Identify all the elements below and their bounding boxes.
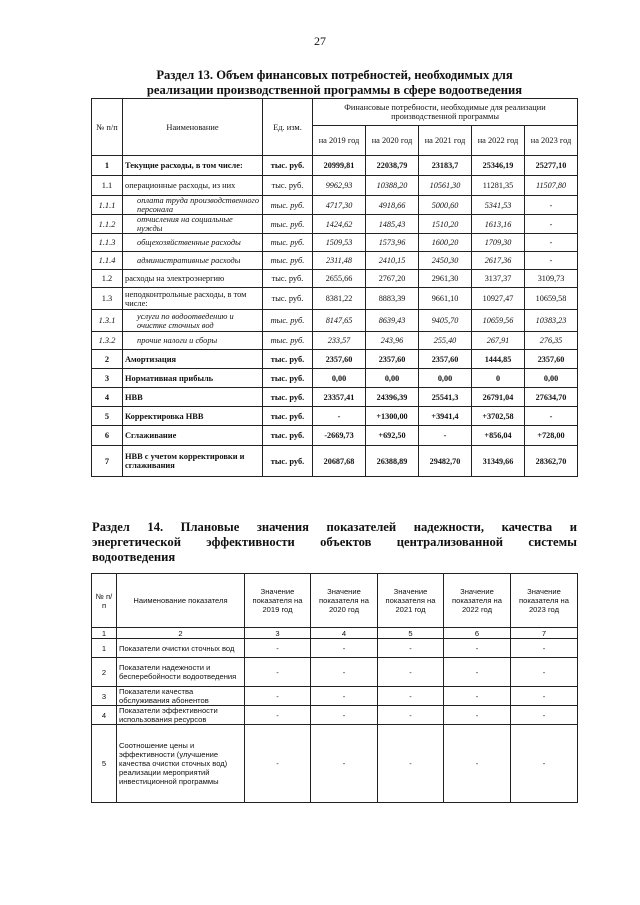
row-value: 25541,3 (419, 388, 472, 407)
row-value: 25346,19 (472, 156, 525, 176)
row-value: 3137,37 (472, 270, 525, 288)
table-row (92, 687, 578, 706)
indicator-value: - (311, 687, 378, 706)
row-value: 4717,30 (313, 196, 366, 215)
indicator-name: Показатели очистки сточных вод (117, 639, 245, 658)
row-value: 10659,56 (472, 310, 525, 332)
row-value: 2311,48 (313, 252, 366, 270)
row-name: Корректировка НВВ (123, 407, 263, 426)
row-number: 7 (92, 446, 123, 477)
row-number: 1 (92, 156, 123, 176)
row-number: 4 (92, 706, 117, 725)
row-value: 5341,53 (472, 196, 525, 215)
row-value: 0,00 (525, 369, 578, 388)
indicator-value: - (311, 639, 378, 658)
row-value: 20687,68 (313, 446, 366, 477)
row-unit: тыс. руб. (263, 407, 313, 426)
row-value: 0,00 (366, 369, 419, 388)
section-14-title-line2: энергетической эффективности объектов централизованной системы (92, 535, 577, 549)
row-value: - (313, 407, 366, 426)
row-value: 22038,79 (366, 156, 419, 176)
row-unit: тыс. руб. (263, 332, 313, 350)
header-name: Наименование (123, 99, 263, 156)
row-name: оплата труда производственного персонала (123, 196, 263, 215)
row-number: 2 (92, 658, 117, 687)
section-14-title (92, 520, 577, 565)
row-value: 243,96 (366, 332, 419, 350)
row-value: - (525, 234, 578, 252)
row-value: 5000,60 (419, 196, 472, 215)
row-unit: тыс. руб. (263, 252, 313, 270)
row-value: 11281,35 (472, 176, 525, 196)
row-value: +1300,00 (366, 407, 419, 426)
row-value: 10927,47 (472, 288, 525, 310)
row-value: 1573,96 (366, 234, 419, 252)
row-unit: тыс. руб. (263, 270, 313, 288)
row-unit: тыс. руб. (263, 234, 313, 252)
header-num: № п/п (92, 574, 117, 628)
header-year-2020: на 2020 год (366, 126, 419, 156)
indicator-value: - (245, 639, 311, 658)
row-number: 4 (92, 388, 123, 407)
row-value: - (525, 196, 578, 215)
indicator-name: Соотношение цены и эффективности (улучшение качества очистки сточных вод) реализации мероприятий инвестиционной программы (117, 725, 245, 803)
indicator-value: - (444, 658, 511, 687)
row-value: 24396,39 (366, 388, 419, 407)
row-number: 1.1.4 (92, 252, 123, 270)
indicator-value: - (444, 706, 511, 725)
indicator-value: - (511, 639, 578, 658)
row-value: 2357,60 (525, 350, 578, 369)
row-value: 11507,80 (525, 176, 578, 196)
header-unit: Ед. изм. (263, 99, 313, 156)
row-number: 2 (92, 350, 123, 369)
row-value: 26791,04 (472, 388, 525, 407)
indicator-value: - (378, 639, 444, 658)
row-unit: тыс. руб. (263, 288, 313, 310)
row-value: 27634,70 (525, 388, 578, 407)
row-value: 2961,30 (419, 270, 472, 288)
row-value: 8381,22 (313, 288, 366, 310)
row-name: общехозяйственные расходы (123, 234, 263, 252)
row-unit: тыс. руб. (263, 388, 313, 407)
row-number: 1.1.1 (92, 196, 123, 215)
header-num: № п/п (92, 99, 123, 156)
table-row (92, 446, 578, 477)
indicator-value: - (311, 658, 378, 687)
row-value: 10561,30 (419, 176, 472, 196)
row-name: услуги по водоотведению и очистке сточных вод (123, 310, 263, 332)
table-row (92, 270, 578, 288)
row-value: +856,04 (472, 426, 525, 446)
row-value: 1485,43 (366, 215, 419, 234)
row-number: 6 (92, 426, 123, 446)
row-value: 1600,20 (419, 234, 472, 252)
indicator-value: - (511, 658, 578, 687)
row-value: 8639,43 (366, 310, 419, 332)
row-unit: тыс. руб. (263, 176, 313, 196)
col-number: 2 (117, 628, 245, 639)
row-value: 4918,66 (366, 196, 419, 215)
financial-table-body (92, 156, 578, 477)
row-unit: тыс. руб. (263, 446, 313, 477)
row-value: +692,50 (366, 426, 419, 446)
section-14-title-line1: Раздел 14. Плановые значения показателей надежности, качества и (92, 520, 577, 534)
row-value: 2655,66 (313, 270, 366, 288)
indicator-value: - (511, 687, 578, 706)
indicator-value: - (245, 706, 311, 725)
row-value: 2767,20 (366, 270, 419, 288)
row-value: - (419, 426, 472, 446)
row-unit: тыс. руб. (263, 196, 313, 215)
row-number: 1.2 (92, 270, 123, 288)
row-unit: тыс. руб. (263, 215, 313, 234)
row-value: 26388,89 (366, 446, 419, 477)
row-value: 31349,66 (472, 446, 525, 477)
row-value: 1709,30 (472, 234, 525, 252)
row-number: 5 (92, 725, 117, 803)
table-row (92, 332, 578, 350)
indicator-value: - (444, 687, 511, 706)
table-row (92, 215, 578, 234)
row-value: 0,00 (419, 369, 472, 388)
indicator-value: - (511, 706, 578, 725)
indicator-value: - (311, 706, 378, 725)
table-row (92, 639, 578, 658)
row-value: 276,35 (525, 332, 578, 350)
row-value: 1613,16 (472, 215, 525, 234)
row-value: +728,00 (525, 426, 578, 446)
indicators-table (91, 573, 578, 803)
row-value: 8147,65 (313, 310, 366, 332)
row-unit: тыс. руб. (263, 310, 313, 332)
row-value: 29482,70 (419, 446, 472, 477)
financial-needs-table (91, 98, 578, 477)
row-value: - (525, 252, 578, 270)
header-year-2022: на 2022 год (472, 126, 525, 156)
table-row (92, 369, 578, 388)
row-unit: тыс. руб. (263, 369, 313, 388)
section-13-title-line1: Раздел 13. Объем финансовых потребностей, необходимых для (156, 68, 513, 82)
row-value: 1510,20 (419, 215, 472, 234)
indicator-value: - (245, 725, 311, 803)
header-year-2021: на 2021 год (419, 126, 472, 156)
row-value: 25277,10 (525, 156, 578, 176)
indicator-value: - (245, 658, 311, 687)
row-name: Амортизация (123, 350, 263, 369)
table-row (92, 350, 578, 369)
row-value: 10383,23 (525, 310, 578, 332)
row-value: 2357,60 (419, 350, 472, 369)
row-number: 1.1 (92, 176, 123, 196)
row-value: 9405,70 (419, 310, 472, 332)
section-13-title-line2: реализации производственной программы в сфере водоотведения (146, 83, 523, 97)
column-number-row (92, 628, 578, 639)
indicator-value: - (378, 658, 444, 687)
header-year-2019: на 2019 год (313, 126, 366, 156)
indicator-name: Показатели надежности и бесперебойности водоотведения (117, 658, 245, 687)
header-value-2020: Значение показателя на 2020 год (311, 574, 378, 628)
row-number: 5 (92, 407, 123, 426)
col-number: 4 (311, 628, 378, 639)
row-value: 23183,7 (419, 156, 472, 176)
row-number: 1 (92, 639, 117, 658)
row-number: 1.3.2 (92, 332, 123, 350)
col-number: 3 (245, 628, 311, 639)
table-row (92, 234, 578, 252)
indicator-value: - (378, 725, 444, 803)
row-value: 1424,62 (313, 215, 366, 234)
header-name: Наименование показателя (117, 574, 245, 628)
indicator-value: - (378, 706, 444, 725)
indicator-value: - (245, 687, 311, 706)
row-name: операционные расходы, из них (123, 176, 263, 196)
row-value: -2669,73 (313, 426, 366, 446)
indicator-value: - (378, 687, 444, 706)
table-row (92, 176, 578, 196)
row-number: 1.3.1 (92, 310, 123, 332)
row-value: 8883,39 (366, 288, 419, 310)
section-14-title-line3: водоотведения (92, 550, 176, 564)
row-name: отчисления на социальные нужды (123, 215, 263, 234)
page-number: 27 (314, 34, 326, 48)
row-value: 233,57 (313, 332, 366, 350)
row-number: 1.3 (92, 288, 123, 310)
row-value: 255,40 (419, 332, 472, 350)
header-value-2023: Значение показателя на 2023 год (511, 574, 578, 628)
section-13-title (92, 68, 577, 98)
table-row (92, 288, 578, 310)
header-value-2022: Значение показателя на 2022 год (444, 574, 511, 628)
row-number: 1.1.2 (92, 215, 123, 234)
table-row (92, 310, 578, 332)
header-value-2019: Значение показателя на 2019 год (245, 574, 311, 628)
row-unit: тыс. руб. (263, 156, 313, 176)
row-value: - (525, 407, 578, 426)
row-name: административные расходы (123, 252, 263, 270)
table-row (92, 407, 578, 426)
row-value: 23357,41 (313, 388, 366, 407)
row-value: 28362,70 (525, 446, 578, 477)
indicator-name: Показатели качества обслуживания абонентов (117, 687, 245, 706)
row-value: 0,00 (313, 369, 366, 388)
indicators-table-body (92, 639, 578, 803)
row-number: 1.1.3 (92, 234, 123, 252)
row-value: 2357,60 (366, 350, 419, 369)
table-row (92, 388, 578, 407)
row-value: 2410,15 (366, 252, 419, 270)
row-unit: тыс. руб. (263, 426, 313, 446)
row-value: 2617,36 (472, 252, 525, 270)
row-value: 2450,30 (419, 252, 472, 270)
table-row (92, 706, 578, 725)
row-value: +3702,58 (472, 407, 525, 426)
row-value: 9962,93 (313, 176, 366, 196)
indicator-name: Показатели эффективности использования ресурсов (117, 706, 245, 725)
indicator-value: - (311, 725, 378, 803)
row-name: Сглаживание (123, 426, 263, 446)
row-value: 20999,81 (313, 156, 366, 176)
indicator-value: - (511, 725, 578, 803)
row-value: - (525, 215, 578, 234)
table-row (92, 252, 578, 270)
header-group: Финансовые потребности, необходимые для реализации производственной программы (313, 99, 578, 126)
table-row (92, 658, 578, 687)
row-name: неподконтрольные расходы, в том числе: (123, 288, 263, 310)
row-value: 10388,20 (366, 176, 419, 196)
indicator-value: - (444, 725, 511, 803)
col-number: 5 (378, 628, 444, 639)
row-name: Нормативная прибыль (123, 369, 263, 388)
row-name: НВВ с учетом корректировки и сглаживания (123, 446, 263, 477)
row-value: 1509,53 (313, 234, 366, 252)
header-value-2021: Значение показателя на 2021 год (378, 574, 444, 628)
row-unit: тыс. руб. (263, 350, 313, 369)
table-row (92, 196, 578, 215)
table-row (92, 426, 578, 446)
col-number: 1 (92, 628, 117, 639)
row-number: 3 (92, 687, 117, 706)
row-value: 0 (472, 369, 525, 388)
row-number: 3 (92, 369, 123, 388)
row-value: 1444,85 (472, 350, 525, 369)
row-value: 267,91 (472, 332, 525, 350)
col-number: 6 (444, 628, 511, 639)
col-number: 7 (511, 628, 578, 639)
row-value: 2357,60 (313, 350, 366, 369)
indicator-value: - (444, 639, 511, 658)
header-year-2023: на 2023 год (525, 126, 578, 156)
table-row (92, 156, 578, 176)
row-name: прочие налоги и сборы (123, 332, 263, 350)
row-value: 10659,58 (525, 288, 578, 310)
row-name: НВВ (123, 388, 263, 407)
row-name: расходы на электроэнергию (123, 270, 263, 288)
row-name: Текущие расходы, в том числе: (123, 156, 263, 176)
table-row (92, 725, 578, 803)
row-value: 3109,73 (525, 270, 578, 288)
row-value: +3941,4 (419, 407, 472, 426)
row-value: 9661,10 (419, 288, 472, 310)
